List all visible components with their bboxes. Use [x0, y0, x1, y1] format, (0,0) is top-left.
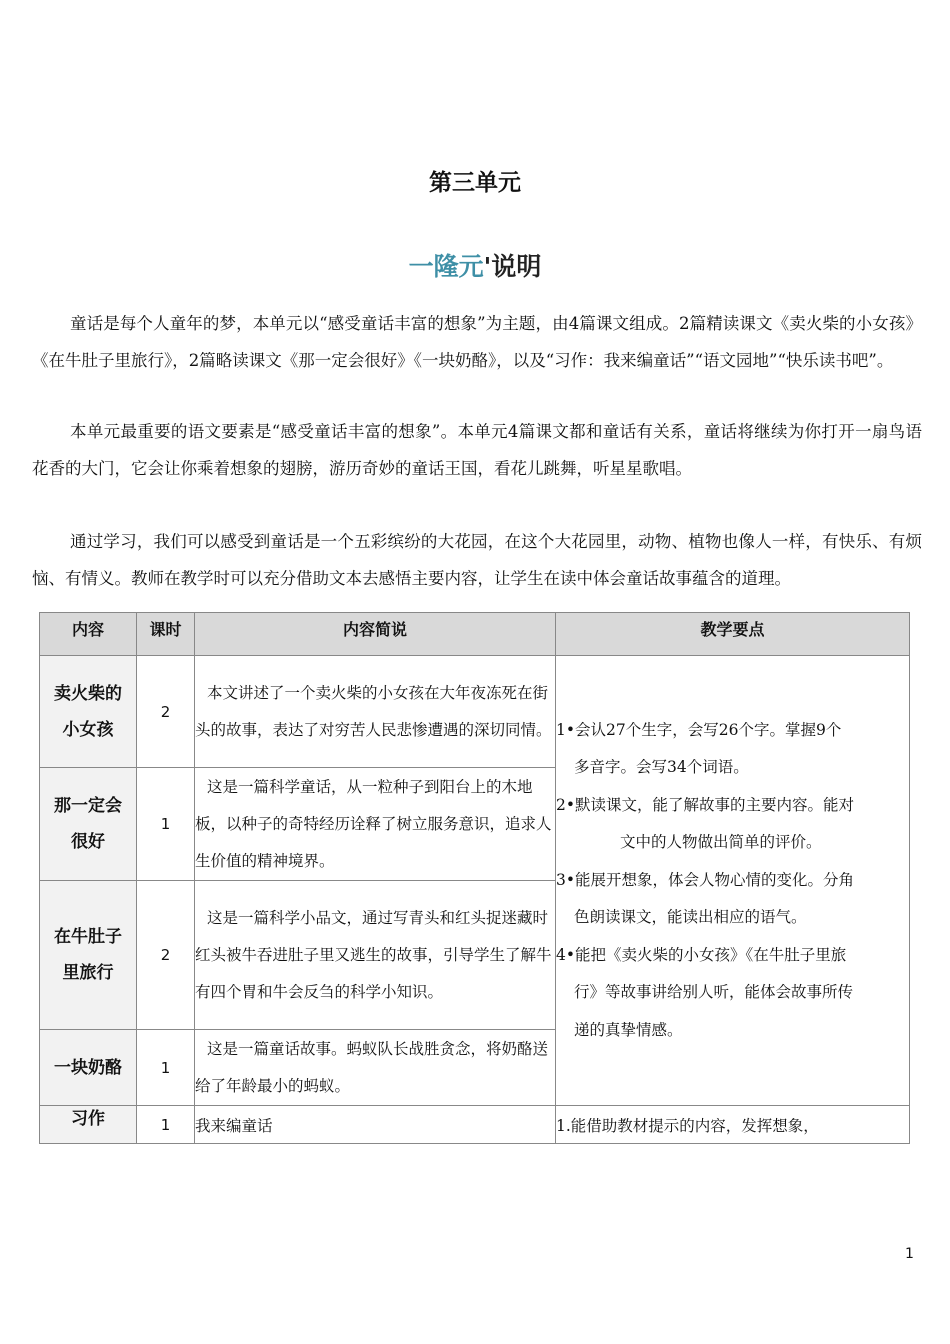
lesson-name: 卖火柴的 小女孩 [40, 656, 137, 768]
lesson-name: 在牛肚子 里旅行 [40, 881, 137, 1030]
header-hours: 课时 [137, 613, 195, 656]
table-row [40, 656, 910, 768]
lesson-summary: 这是一篇科学小品文，通过写青头和红头捉迷藏时红头被牛吞进肚子里又逃生的故事，引导学生了解牛有四个胃和牛会反刍的科学小知识。 [195, 881, 556, 1030]
intro-paragraph-2: 本单元最重要的语文要素是“感受童话丰富的想象”。本单元4篇课文都和童话有关系，童话将继续为你打开一扇鸟语花香的大门，它会让你乘着想象的翅膀，游历奇妙的童话王国，看花儿跳舞，听星星歌唱。 [32, 421, 922, 478]
unit-title: 第三单元 [429, 170, 521, 196]
lesson-summary: 这是一篇科学童话，从一粒种子到阳台上的木地板，以种子的奇特经历诠释了树立服务意识，追求人生价值的精神境界。 [195, 768, 556, 881]
intro-paragraph-3: 通过学习，我们可以感受到童话是一个五彩缤纷的大花园，在这个大花园里，动物、植物也像人一样，有快乐、有烦恼、有情义。教师在教学时可以充分借助文本去感悟主要内容，让学生在读中体会童话故事蕴含的道理。 [32, 531, 922, 588]
lesson-name: 一块奶酪 [40, 1030, 137, 1106]
goal-item: 2•默读课文，能了解故事的主要内容。能对 文中的人物做出简单的评价。 [556, 795, 855, 852]
unit-lessons-table [39, 612, 910, 1144]
lesson-hours: 1 [137, 1106, 195, 1144]
page-number: 1 [905, 1246, 914, 1262]
lesson-summary: 本文讲述了一个卖火柴的小女孩在大年夜冻死在街头的故事，表达了对穷苦人民悲惨遭遇的深切同情。 [195, 656, 556, 768]
writing-goal: 1.能借助教材提示的内容，发挥想象， [556, 1106, 910, 1144]
header-content: 内容 [40, 613, 137, 656]
goal-item: 4•能把《卖火柴的小女孩》《在牛肚子里旅 行》等故事讲给别人听，能体会故事所传 递的真挚情感。 [556, 945, 854, 1039]
subtitle-accent: 一隆元 [408, 252, 484, 281]
lesson-name: 习作 [40, 1106, 137, 1144]
lesson-summary: 这是一篇童话故事。蚂蚁队长战胜贪念，将奶酪送给了年龄最小的蚂蚁。 [195, 1030, 556, 1106]
teaching-goals [556, 656, 910, 1106]
header-summary: 内容简说 [195, 613, 556, 656]
lesson-summary: 我来编童话 [195, 1106, 556, 1144]
lesson-hours: 1 [137, 1030, 195, 1106]
subtitle-rest: '说明 [483, 252, 542, 281]
lesson-hours: 1 [137, 768, 195, 881]
goal-item: 3•能展开想象，体会人物心情的变化。分角 色朗读课文，能读出相应的语气。 [556, 870, 855, 927]
table-row [40, 1106, 910, 1144]
lesson-name: 那一定会 很好 [40, 768, 137, 881]
header-teaching-points: 教学要点 [556, 613, 910, 656]
goal-item: 1•会认27个生字，会写26个字。掌握9个 多音字。会写34个词语。 [556, 720, 842, 777]
table-header-row [40, 613, 910, 656]
lesson-hours: 2 [137, 656, 195, 768]
unit-subtitle [0, 247, 950, 283]
lesson-hours: 2 [137, 881, 195, 1030]
intro-paragraph-1: 童话是每个人童年的梦，本单元以“感受童话丰富的想象”为主题，由4篇课文组成。2篇精读课文《卖火柴的小女孩》《在牛肚子里旅行》，2篇略读课文《那一定会很好》《一块奶酪》，以及“习作：我来编童话”“语文园地”“快乐读书吧”。 [32, 313, 922, 370]
